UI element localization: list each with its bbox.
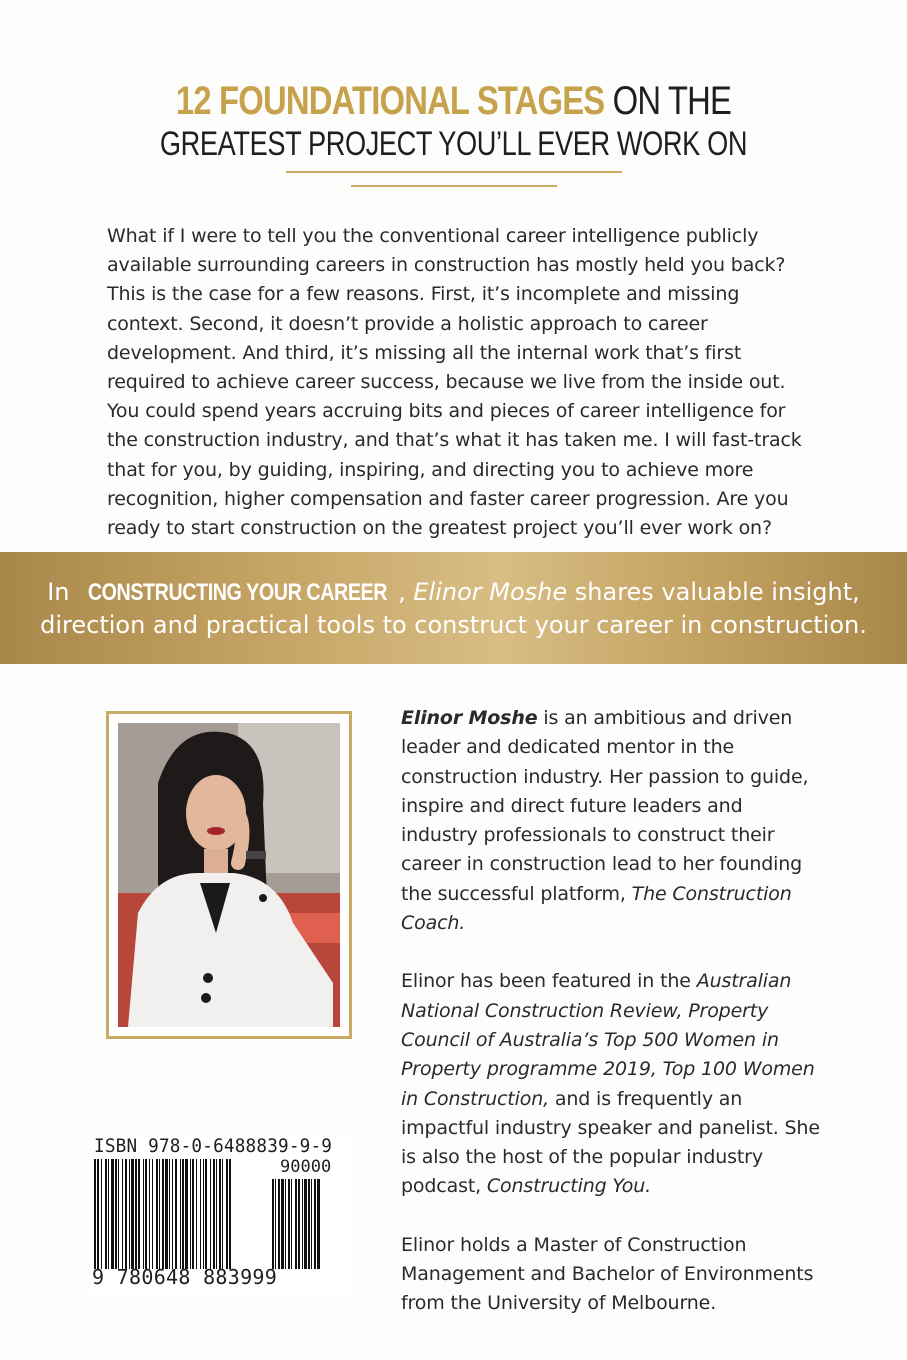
bio-paragraph-1 (401, 704, 821, 938)
bio-podcast: Constructing You. (486, 1175, 652, 1198)
headline-line-1 (82, 78, 826, 124)
bio-author-name: Elinor Moshe (401, 707, 538, 729)
barcode-addon-bars (272, 1179, 346, 1271)
author-photo (118, 723, 340, 1027)
bio-p2-start: Elinor has been featured in the (401, 970, 691, 993)
barcode-digits: 9 780648 883999 (92, 1265, 278, 1289)
book-title: CONSTRUCTING YOUR CAREER (87, 579, 388, 606)
tagline-comma: , (398, 578, 406, 606)
intro-blurb (107, 222, 807, 543)
gold-divider-short (351, 185, 557, 187)
intro-paragraph: What if I were to tell you the conventional career intelligence publicly available surrounding careers in construction has mostly held you back? This is the case for a few reasons. First, it’s incomplete and missing context. Second, it doesn’t provide a holistic approach to career development. And third, it’s missing all the internal work that’s first required to achieve career success, because we live from the inside out. You could spend years accruing bits and pieces of career intelligence for the construction industry, and that’s what it has taken me. I will fast-track that for you, by guiding, inspiring, and directing you to achieve more recognition, higher compensation and faster career progression. Are you ready to start construction on the greatest project you’ll ever work on? (107, 225, 802, 540)
barcode-addon-text: 90000 (280, 1157, 332, 1177)
author-photo-frame (106, 711, 352, 1039)
bio-paragraph-3: Elinor holds a Master of Construction Management and Bachelor of Environments from the University of Melbourne. (401, 1233, 814, 1315)
tagline-band (0, 552, 907, 664)
bio-p1-text: is an ambitious and driven leader and dedicated mentor in the construction industry. Her passion to guide, inspire and direct future leaders and industry professionals to construct their career in construction lead to her founding the successful platform, (401, 707, 809, 905)
tagline-rest: shares valuable insight, direction and practical tools to construct your career in construction. (40, 578, 867, 639)
barcode-bars (94, 1159, 266, 1271)
headline-line-1-rest: ON THE (612, 79, 732, 123)
isbn-text: ISBN 978-0-6488839-9-9 (94, 1135, 333, 1157)
headline-highlight: 12 FOUNDATIONAL STAGES (175, 79, 605, 123)
author-portrait-illustration (118, 723, 340, 1027)
headline-line-2: GREATEST PROJECT YOU’LL EVER WORK ON (159, 125, 748, 163)
gold-divider-long (286, 171, 622, 173)
bio-paragraph-2 (401, 967, 821, 1201)
tagline-prefix: In (47, 578, 70, 606)
bio-p2-mid: and is frequently an impactful industry speaker and panelist. She is also the host of the popular industry podcast, (401, 1087, 820, 1198)
headline (0, 78, 907, 164)
author-bio (401, 704, 821, 1348)
isbn-barcode (90, 1135, 352, 1295)
tagline-author: Elinor Moshe (413, 578, 568, 606)
bio-features: Australian National Construction Review, Property Council of Australia’s Top 500 Women in Property programme 2019, Top 100 Women in Construction, (401, 970, 815, 1110)
bio-platform: The Construction Coach. (401, 882, 792, 935)
